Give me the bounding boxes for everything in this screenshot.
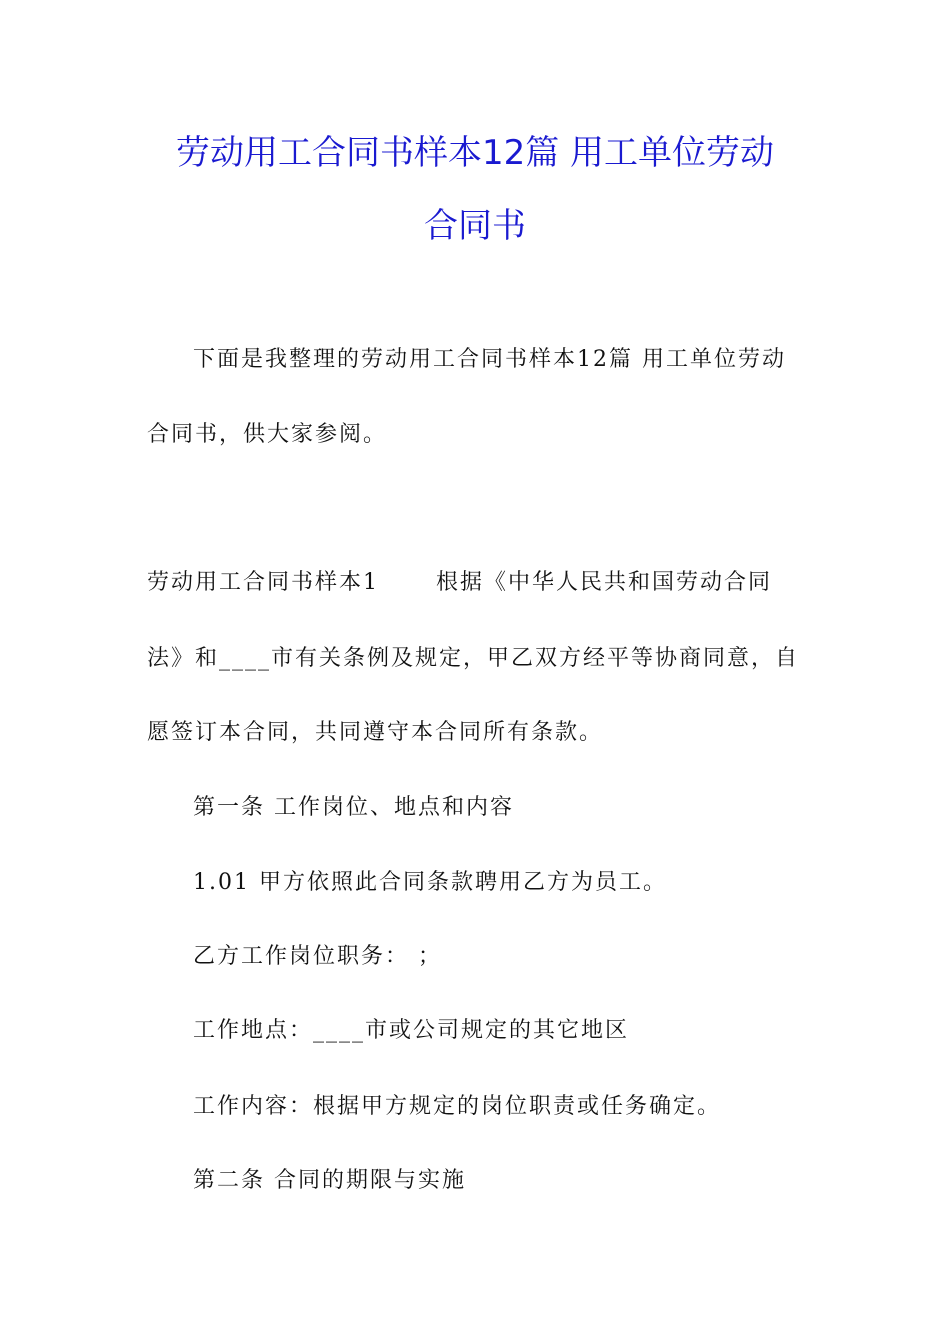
sample1-paragraph-line-2: 法》和____市有关条例及规定，甲乙双方经平等协商同意，自: [147, 646, 800, 671]
article2-heading: 第二条 合同的期限与实施: [193, 1168, 466, 1193]
location-line: 工作地点：____市或公司规定的其它地区: [193, 1018, 630, 1043]
intro-paragraph-line-2: 合同书，供大家参阅。: [147, 422, 388, 447]
document-title-line-1: 劳动用工合同书样本12篇 用工单位劳动: [175, 133, 775, 173]
content-line: 工作内容：根据甲方规定的岗位职责或任务确定。: [193, 1094, 722, 1119]
document-title-line-2: 合同书: [424, 206, 526, 246]
position-line: 乙方工作岗位职务： ；: [193, 944, 442, 969]
article1-heading: 第一条 工作岗位、地点和内容: [193, 795, 514, 820]
sample1-paragraph-line-3: 愿签订本合同，共同遵守本合同所有条款。: [147, 720, 604, 745]
clause-1-01: 1.01 甲方依照此合同条款聘用乙方为员工。: [193, 870, 667, 895]
intro-paragraph-line-1: 下面是我整理的劳动用工合同书样本12篇 用工单位劳动: [193, 347, 786, 372]
sample1-paragraph-line-1: 劳动用工合同书样本1 根据《中华人民共和国劳动合同: [147, 570, 772, 595]
